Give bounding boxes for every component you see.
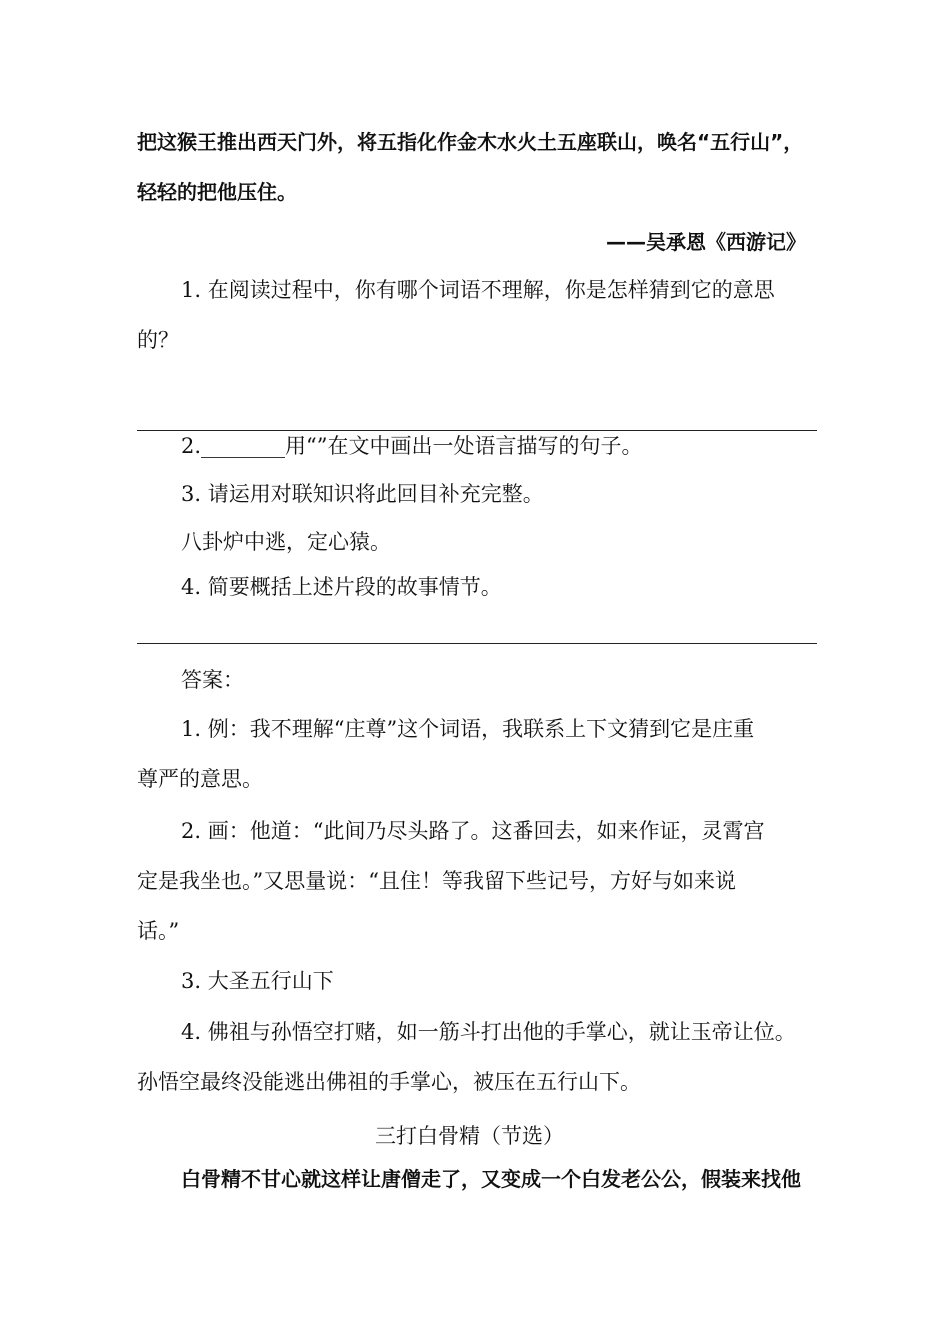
answer-line-1 [137,430,817,431]
question-3-prompt: 八卦炉中逃，定心猿。 [181,530,391,554]
answer-1-line-2: 尊严的意思。 [137,767,263,791]
answer-4-line-1: 4. 佛祖与孙悟空打赌，如一筋斗打出他的手掌心，就让玉帝让位。 [181,1020,796,1044]
answer-2-line-2: 定是我坐也。”又思量说：“且住！等我留下些记号，方好与如来说 [137,869,736,893]
question-2: 2.________用“”在文中画出一处语言描写的句子。 [181,434,643,458]
question-3: 3. 请运用对联知识将此回目补充完整。 [181,482,544,506]
section-line-1: 白骨精不甘心就这样让唐僧走了，又变成一个白发老公公，假装来找他 [181,1167,801,1191]
passage-source: ——吴承恩《西游记》 [606,230,806,254]
question-1-line-2: 的？ [137,328,179,352]
passage-line-2: 轻轻的把他压住。 [137,180,297,204]
answers-heading: 答案： [181,668,244,692]
question-4: 4. 简要概括上述片段的故事情节。 [181,575,502,599]
answer-3: 3. 大圣五行山下 [181,969,334,993]
answer-1-line-1: 1. 例：我不理解“庄尊”这个词语，我联系上下文猜到它是庄重 [181,717,755,741]
answer-4-line-2: 孙悟空最终没能逃出佛祖的手掌心，被压在五行山下。 [137,1070,641,1094]
section-title: 三打白骨精（节选） [375,1124,564,1148]
answer-2-line-1: 2. 画：他道：“此间乃尽头路了。这番回去，如来作证，灵霄宫 [181,819,765,843]
question-1-line-1: 1. 在阅读过程中，你有哪个词语不理解，你是怎样猜到它的意思 [181,278,775,302]
passage-line-1: 把这猴王推出西天门外，将五指化作金木水火土五座联山，唤名“五行山”， [137,130,804,154]
answer-2-line-3: 话。” [137,919,180,943]
answer-line-2 [137,643,817,644]
